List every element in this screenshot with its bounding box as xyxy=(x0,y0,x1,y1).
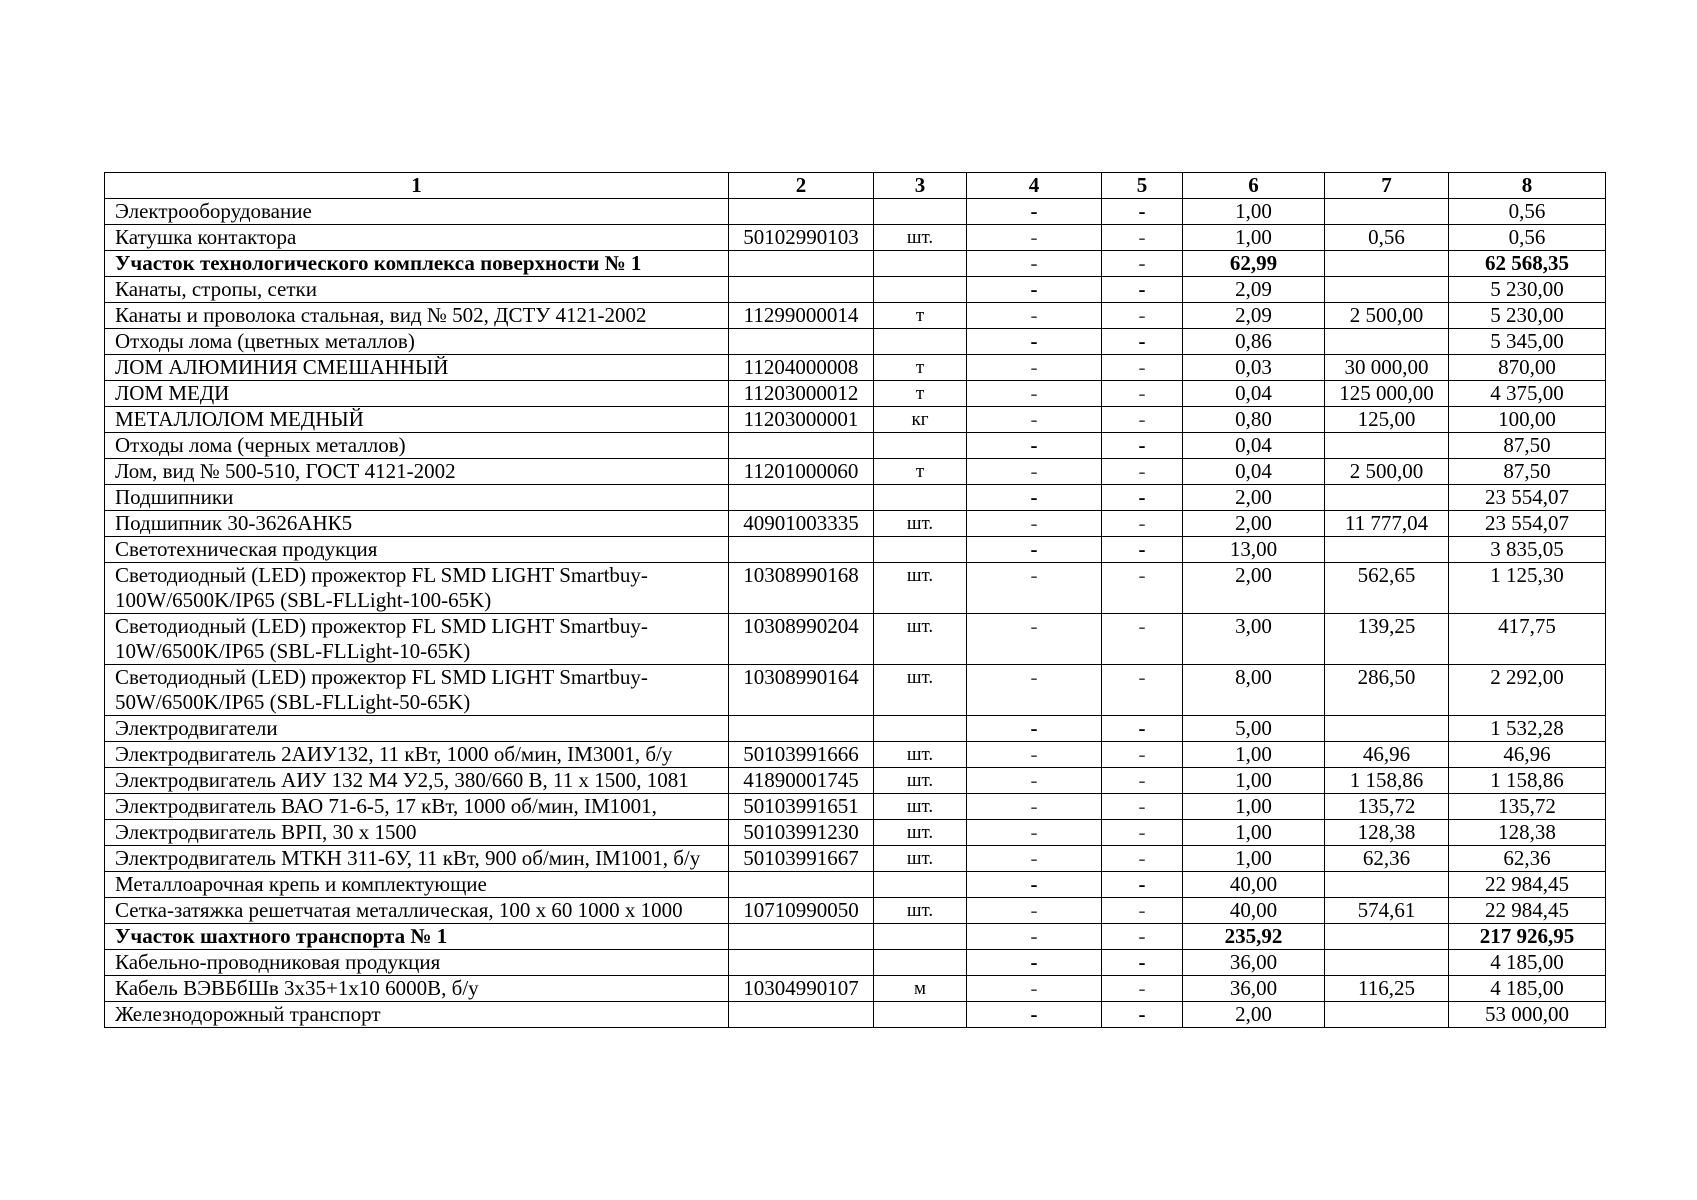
cell-sum: 46,96 xyxy=(1449,742,1606,768)
cell-unit: шт. xyxy=(874,898,967,924)
cell-quantity: 36,00 xyxy=(1183,976,1325,1002)
cell-unit: т xyxy=(874,355,967,381)
cell-code: 10304990107 xyxy=(729,976,874,1002)
cell-col5: - xyxy=(1102,614,1183,665)
cell-name: Кабельно-проводниковая продукция xyxy=(105,950,729,976)
cell-code: 10710990050 xyxy=(729,898,874,924)
cell-name: Сетка-затяжка решетчатая металлическая, 100 х 60 1000 х 1000 xyxy=(105,898,729,924)
cell-name: Лом, вид № 500-510, ГОСТ 4121-2002 xyxy=(105,459,729,485)
cell-col5: - xyxy=(1102,199,1183,225)
cell-name: МЕТАЛЛОЛОМ МЕДНЫЙ xyxy=(105,407,729,433)
cell-unit: шт. xyxy=(874,225,967,251)
cell-quantity: 0,03 xyxy=(1183,355,1325,381)
cell-quantity: 62,99 xyxy=(1183,251,1325,277)
cell-col4: - xyxy=(967,742,1102,768)
cell-price xyxy=(1325,433,1449,459)
cell-col4: - xyxy=(967,277,1102,303)
cell-unit xyxy=(874,199,967,225)
header-col-6: 6 xyxy=(1183,173,1325,199)
cell-code xyxy=(729,433,874,459)
cell-col5: - xyxy=(1102,251,1183,277)
cell-col4: - xyxy=(967,563,1102,614)
cell-quantity: 0,04 xyxy=(1183,433,1325,459)
cell-code: 11203000012 xyxy=(729,381,874,407)
cell-col4: - xyxy=(967,976,1102,1002)
cell-name: Подшипник 30-3626АНК5 xyxy=(105,511,729,537)
cell-price: 574,61 xyxy=(1325,898,1449,924)
cell-quantity: 0,04 xyxy=(1183,459,1325,485)
cell-price: 135,72 xyxy=(1325,794,1449,820)
cell-quantity: 13,00 xyxy=(1183,537,1325,563)
cell-col4: - xyxy=(967,225,1102,251)
cell-name: Светодиодный (LED) прожектор FL SMD LIGHT Smartbuy-10W/6500K/IP65 (SBL-FLLight-10-65K) xyxy=(105,614,729,665)
cell-unit: т xyxy=(874,459,967,485)
cell-name: Кабель ВЭВБбШв 3х35+1х10 6000В, б/у xyxy=(105,976,729,1002)
cell-code: 50103991651 xyxy=(729,794,874,820)
cell-price xyxy=(1325,872,1449,898)
cell-unit xyxy=(874,872,967,898)
cell-col5: - xyxy=(1102,768,1183,794)
cell-col5: - xyxy=(1102,950,1183,976)
cell-quantity: 3,00 xyxy=(1183,614,1325,665)
cell-name: Отходы лома (черных металлов) xyxy=(105,433,729,459)
cell-col4: - xyxy=(967,665,1102,716)
group-row xyxy=(105,1002,1606,1028)
cell-col5: - xyxy=(1102,820,1183,846)
cell-quantity: 0,80 xyxy=(1183,407,1325,433)
cell-sum: 22 984,45 xyxy=(1449,872,1606,898)
cell-col5: - xyxy=(1102,872,1183,898)
cell-quantity: 36,00 xyxy=(1183,950,1325,976)
cell-unit xyxy=(874,251,967,277)
cell-sum: 0,56 xyxy=(1449,199,1606,225)
cell-code xyxy=(729,277,874,303)
cell-price xyxy=(1325,277,1449,303)
cell-name: Канаты и проволока стальная, вид № 502, ДСТУ 4121-2002 xyxy=(105,303,729,329)
cell-col5: - xyxy=(1102,563,1183,614)
cell-quantity: 2,09 xyxy=(1183,303,1325,329)
cell-quantity: 5,00 xyxy=(1183,716,1325,742)
group-row xyxy=(105,950,1606,976)
cell-sum: 100,00 xyxy=(1449,407,1606,433)
group-row xyxy=(105,277,1606,303)
cell-quantity: 1,00 xyxy=(1183,820,1325,846)
cell-sum: 1 158,86 xyxy=(1449,768,1606,794)
cell-col4: - xyxy=(967,381,1102,407)
cell-name: Светодиодный (LED) прожектор FL SMD LIGHT Smartbuy-100W/6500K/IP65 (SBL-FLLight-100-65K) xyxy=(105,563,729,614)
cell-price xyxy=(1325,716,1449,742)
cell-code: 50103991667 xyxy=(729,846,874,872)
cell-code xyxy=(729,485,874,511)
cell-col4: - xyxy=(967,199,1102,225)
cell-sum: 62 568,35 xyxy=(1449,251,1606,277)
cell-col5: - xyxy=(1102,433,1183,459)
cell-sum: 135,72 xyxy=(1449,794,1606,820)
cell-name: Железнодорожный транспорт xyxy=(105,1002,729,1028)
cell-col5: - xyxy=(1102,459,1183,485)
cell-quantity: 235,92 xyxy=(1183,924,1325,950)
table-row xyxy=(105,563,1606,614)
cell-name: Электродвигатель ВРП, 30 х 1500 xyxy=(105,820,729,846)
cell-code xyxy=(729,537,874,563)
cell-col4: - xyxy=(967,459,1102,485)
cell-name: ЛОМ АЛЮМИНИЯ СМЕШАННЫЙ xyxy=(105,355,729,381)
table-row xyxy=(105,355,1606,381)
cell-col4: - xyxy=(967,768,1102,794)
table-header-row xyxy=(105,173,1606,199)
cell-code xyxy=(729,716,874,742)
cell-sum: 217 926,95 xyxy=(1449,924,1606,950)
table-body xyxy=(105,199,1606,1028)
section-row xyxy=(105,251,1606,277)
cell-price: 116,25 xyxy=(1325,976,1449,1002)
cell-quantity: 2,00 xyxy=(1183,485,1325,511)
cell-col4: - xyxy=(967,794,1102,820)
cell-col4: - xyxy=(967,485,1102,511)
cell-col4: - xyxy=(967,537,1102,563)
cell-sum: 0,56 xyxy=(1449,225,1606,251)
cell-unit: кг xyxy=(874,407,967,433)
cell-code: 11299000014 xyxy=(729,303,874,329)
cell-unit: т xyxy=(874,303,967,329)
cell-col4: - xyxy=(967,924,1102,950)
cell-col5: - xyxy=(1102,716,1183,742)
cell-col5: - xyxy=(1102,898,1183,924)
cell-col4: - xyxy=(967,820,1102,846)
cell-name: Подшипники xyxy=(105,485,729,511)
cell-code: 11204000008 xyxy=(729,355,874,381)
group-row xyxy=(105,485,1606,511)
header-col-2: 2 xyxy=(729,173,874,199)
cell-price: 30 000,00 xyxy=(1325,355,1449,381)
cell-code: 50103991666 xyxy=(729,742,874,768)
table-row xyxy=(105,407,1606,433)
cell-code xyxy=(729,199,874,225)
cell-unit: т xyxy=(874,381,967,407)
cell-price xyxy=(1325,485,1449,511)
cell-unit: шт. xyxy=(874,665,967,716)
cell-code xyxy=(729,251,874,277)
cell-col5: - xyxy=(1102,303,1183,329)
cell-col5: - xyxy=(1102,665,1183,716)
cell-price xyxy=(1325,329,1449,355)
cell-quantity: 1,00 xyxy=(1183,742,1325,768)
cell-unit: шт. xyxy=(874,820,967,846)
cell-name: Светодиодный (LED) прожектор FL SMD LIGHT Smartbuy-50W/6500K/IP65 (SBL-FLLight-50-65K) xyxy=(105,665,729,716)
group-row xyxy=(105,716,1606,742)
cell-name: Канаты, стропы, сетки xyxy=(105,277,729,303)
inventory-table xyxy=(104,172,1606,1028)
cell-quantity: 1,00 xyxy=(1183,768,1325,794)
cell-col4: - xyxy=(967,614,1102,665)
group-row xyxy=(105,537,1606,563)
cell-sum: 417,75 xyxy=(1449,614,1606,665)
cell-col4: - xyxy=(967,716,1102,742)
cell-code: 10308990164 xyxy=(729,665,874,716)
cell-quantity: 2,00 xyxy=(1183,563,1325,614)
cell-name: Электродвигатели xyxy=(105,716,729,742)
cell-code xyxy=(729,329,874,355)
table-row xyxy=(105,303,1606,329)
table-row xyxy=(105,614,1606,665)
cell-price: 562,65 xyxy=(1325,563,1449,614)
cell-name: Катушка контактора xyxy=(105,225,729,251)
cell-col5: - xyxy=(1102,329,1183,355)
cell-code: 40901003335 xyxy=(729,511,874,537)
cell-unit xyxy=(874,1002,967,1028)
cell-code xyxy=(729,1002,874,1028)
table-row xyxy=(105,665,1606,716)
cell-name: ЛОМ МЕДИ xyxy=(105,381,729,407)
cell-sum: 3 835,05 xyxy=(1449,537,1606,563)
table-row xyxy=(105,381,1606,407)
cell-col5: - xyxy=(1102,485,1183,511)
cell-sum: 1 125,30 xyxy=(1449,563,1606,614)
cell-col5: - xyxy=(1102,225,1183,251)
header-col-1: 1 xyxy=(105,173,729,199)
cell-col5: - xyxy=(1102,924,1183,950)
cell-col5: - xyxy=(1102,355,1183,381)
cell-quantity: 2,00 xyxy=(1183,1002,1325,1028)
cell-price: 128,38 xyxy=(1325,820,1449,846)
cell-code xyxy=(729,950,874,976)
cell-unit xyxy=(874,329,967,355)
cell-col4: - xyxy=(967,433,1102,459)
cell-name: Электрооборудование xyxy=(105,199,729,225)
cell-sum: 23 554,07 xyxy=(1449,485,1606,511)
cell-code: 50103991230 xyxy=(729,820,874,846)
cell-code: 10308990204 xyxy=(729,614,874,665)
cell-sum: 870,00 xyxy=(1449,355,1606,381)
cell-unit xyxy=(874,537,967,563)
cell-sum: 23 554,07 xyxy=(1449,511,1606,537)
cell-unit xyxy=(874,716,967,742)
table-row xyxy=(105,768,1606,794)
cell-sum: 128,38 xyxy=(1449,820,1606,846)
cell-quantity: 1,00 xyxy=(1183,846,1325,872)
cell-price xyxy=(1325,251,1449,277)
header-col-4: 4 xyxy=(967,173,1102,199)
cell-quantity: 8,00 xyxy=(1183,665,1325,716)
cell-price xyxy=(1325,537,1449,563)
cell-price: 2 500,00 xyxy=(1325,459,1449,485)
cell-unit: шт. xyxy=(874,794,967,820)
cell-col5: - xyxy=(1102,381,1183,407)
section-row xyxy=(105,924,1606,950)
cell-unit: шт. xyxy=(874,614,967,665)
cell-col4: - xyxy=(967,329,1102,355)
cell-col5: - xyxy=(1102,511,1183,537)
cell-price xyxy=(1325,199,1449,225)
header-col-8: 8 xyxy=(1449,173,1606,199)
table-row xyxy=(105,898,1606,924)
cell-unit: шт. xyxy=(874,563,967,614)
cell-col5: - xyxy=(1102,537,1183,563)
cell-unit xyxy=(874,924,967,950)
cell-quantity: 0,86 xyxy=(1183,329,1325,355)
cell-col4: - xyxy=(967,511,1102,537)
cell-price xyxy=(1325,1002,1449,1028)
cell-unit xyxy=(874,950,967,976)
cell-price xyxy=(1325,950,1449,976)
cell-unit xyxy=(874,277,967,303)
cell-name: Электродвигатель АИУ 132 М4 У2,5, 380/660 В, 11 х 1500, 1081 xyxy=(105,768,729,794)
cell-sum: 4 185,00 xyxy=(1449,976,1606,1002)
cell-price: 2 500,00 xyxy=(1325,303,1449,329)
cell-quantity: 2,09 xyxy=(1183,277,1325,303)
table-row xyxy=(105,225,1606,251)
cell-col5: - xyxy=(1102,794,1183,820)
cell-sum: 87,50 xyxy=(1449,459,1606,485)
cell-unit: шт. xyxy=(874,768,967,794)
cell-price: 0,56 xyxy=(1325,225,1449,251)
cell-name: Участок технологического комплекса поверхности № 1 xyxy=(105,251,729,277)
cell-col4: - xyxy=(967,1002,1102,1028)
cell-col4: - xyxy=(967,872,1102,898)
cell-col4: - xyxy=(967,303,1102,329)
cell-price: 62,36 xyxy=(1325,846,1449,872)
cell-code: 11203000001 xyxy=(729,407,874,433)
cell-code xyxy=(729,924,874,950)
cell-col5: - xyxy=(1102,846,1183,872)
cell-name: Отходы лома (цветных металлов) xyxy=(105,329,729,355)
cell-sum: 5 230,00 xyxy=(1449,277,1606,303)
table-row xyxy=(105,459,1606,485)
cell-sum: 1 532,28 xyxy=(1449,716,1606,742)
cell-price: 139,25 xyxy=(1325,614,1449,665)
cell-name: Электродвигатель 2АИУ132, 11 кВт, 1000 об/мин, IM3001, б/у xyxy=(105,742,729,768)
table-row xyxy=(105,742,1606,768)
cell-col5: - xyxy=(1102,277,1183,303)
cell-quantity: 1,00 xyxy=(1183,794,1325,820)
group-row xyxy=(105,199,1606,225)
cell-quantity: 1,00 xyxy=(1183,225,1325,251)
cell-code: 50102990103 xyxy=(729,225,874,251)
cell-price: 125,00 xyxy=(1325,407,1449,433)
cell-col4: - xyxy=(967,950,1102,976)
header-col-5: 5 xyxy=(1102,173,1183,199)
cell-name: Металлоарочная крепь и комплектующие xyxy=(105,872,729,898)
cell-col4: - xyxy=(967,407,1102,433)
cell-sum: 4 185,00 xyxy=(1449,950,1606,976)
cell-col5: - xyxy=(1102,1002,1183,1028)
cell-sum: 2 292,00 xyxy=(1449,665,1606,716)
cell-code: 10308990168 xyxy=(729,563,874,614)
cell-sum: 4 375,00 xyxy=(1449,381,1606,407)
cell-name: Электродвигатель МТКН 311-6У, 11 кВт, 900 об/мин, IM1001, б/у xyxy=(105,846,729,872)
group-row xyxy=(105,872,1606,898)
cell-col5: - xyxy=(1102,407,1183,433)
cell-quantity: 0,04 xyxy=(1183,381,1325,407)
cell-code: 41890001745 xyxy=(729,768,874,794)
cell-name: Электродвигатель ВАО 71-6-5, 17 кВт, 1000 об/мин, IM1001, xyxy=(105,794,729,820)
cell-quantity: 2,00 xyxy=(1183,511,1325,537)
cell-price: 11 777,04 xyxy=(1325,511,1449,537)
header-col-7: 7 xyxy=(1325,173,1449,199)
cell-unit: шт. xyxy=(874,742,967,768)
table-row xyxy=(105,794,1606,820)
cell-name: Светотехническая продукция xyxy=(105,537,729,563)
group-row xyxy=(105,329,1606,355)
cell-price xyxy=(1325,924,1449,950)
table-row xyxy=(105,820,1606,846)
table-row xyxy=(105,511,1606,537)
cell-sum: 53 000,00 xyxy=(1449,1002,1606,1028)
cell-sum: 5 345,00 xyxy=(1449,329,1606,355)
group-row xyxy=(105,433,1606,459)
cell-quantity: 1,00 xyxy=(1183,199,1325,225)
table-row xyxy=(105,846,1606,872)
cell-price: 1 158,86 xyxy=(1325,768,1449,794)
cell-code: 11201000060 xyxy=(729,459,874,485)
cell-sum: 62,36 xyxy=(1449,846,1606,872)
cell-col4: - xyxy=(967,846,1102,872)
header-col-3: 3 xyxy=(874,173,967,199)
cell-unit: шт. xyxy=(874,511,967,537)
cell-sum: 22 984,45 xyxy=(1449,898,1606,924)
cell-code xyxy=(729,872,874,898)
table-row xyxy=(105,976,1606,1002)
cell-name: Участок шахтного транспорта № 1 xyxy=(105,924,729,950)
cell-price: 286,50 xyxy=(1325,665,1449,716)
cell-col4: - xyxy=(967,355,1102,381)
cell-sum: 87,50 xyxy=(1449,433,1606,459)
cell-unit: шт. xyxy=(874,846,967,872)
cell-col5: - xyxy=(1102,742,1183,768)
cell-quantity: 40,00 xyxy=(1183,898,1325,924)
cell-quantity: 40,00 xyxy=(1183,872,1325,898)
cell-price: 46,96 xyxy=(1325,742,1449,768)
cell-price: 125 000,00 xyxy=(1325,381,1449,407)
cell-col5: - xyxy=(1102,976,1183,1002)
cell-unit: м xyxy=(874,976,967,1002)
cell-col4: - xyxy=(967,251,1102,277)
cell-unit xyxy=(874,485,967,511)
cell-col4: - xyxy=(967,898,1102,924)
cell-unit xyxy=(874,433,967,459)
cell-sum: 5 230,00 xyxy=(1449,303,1606,329)
